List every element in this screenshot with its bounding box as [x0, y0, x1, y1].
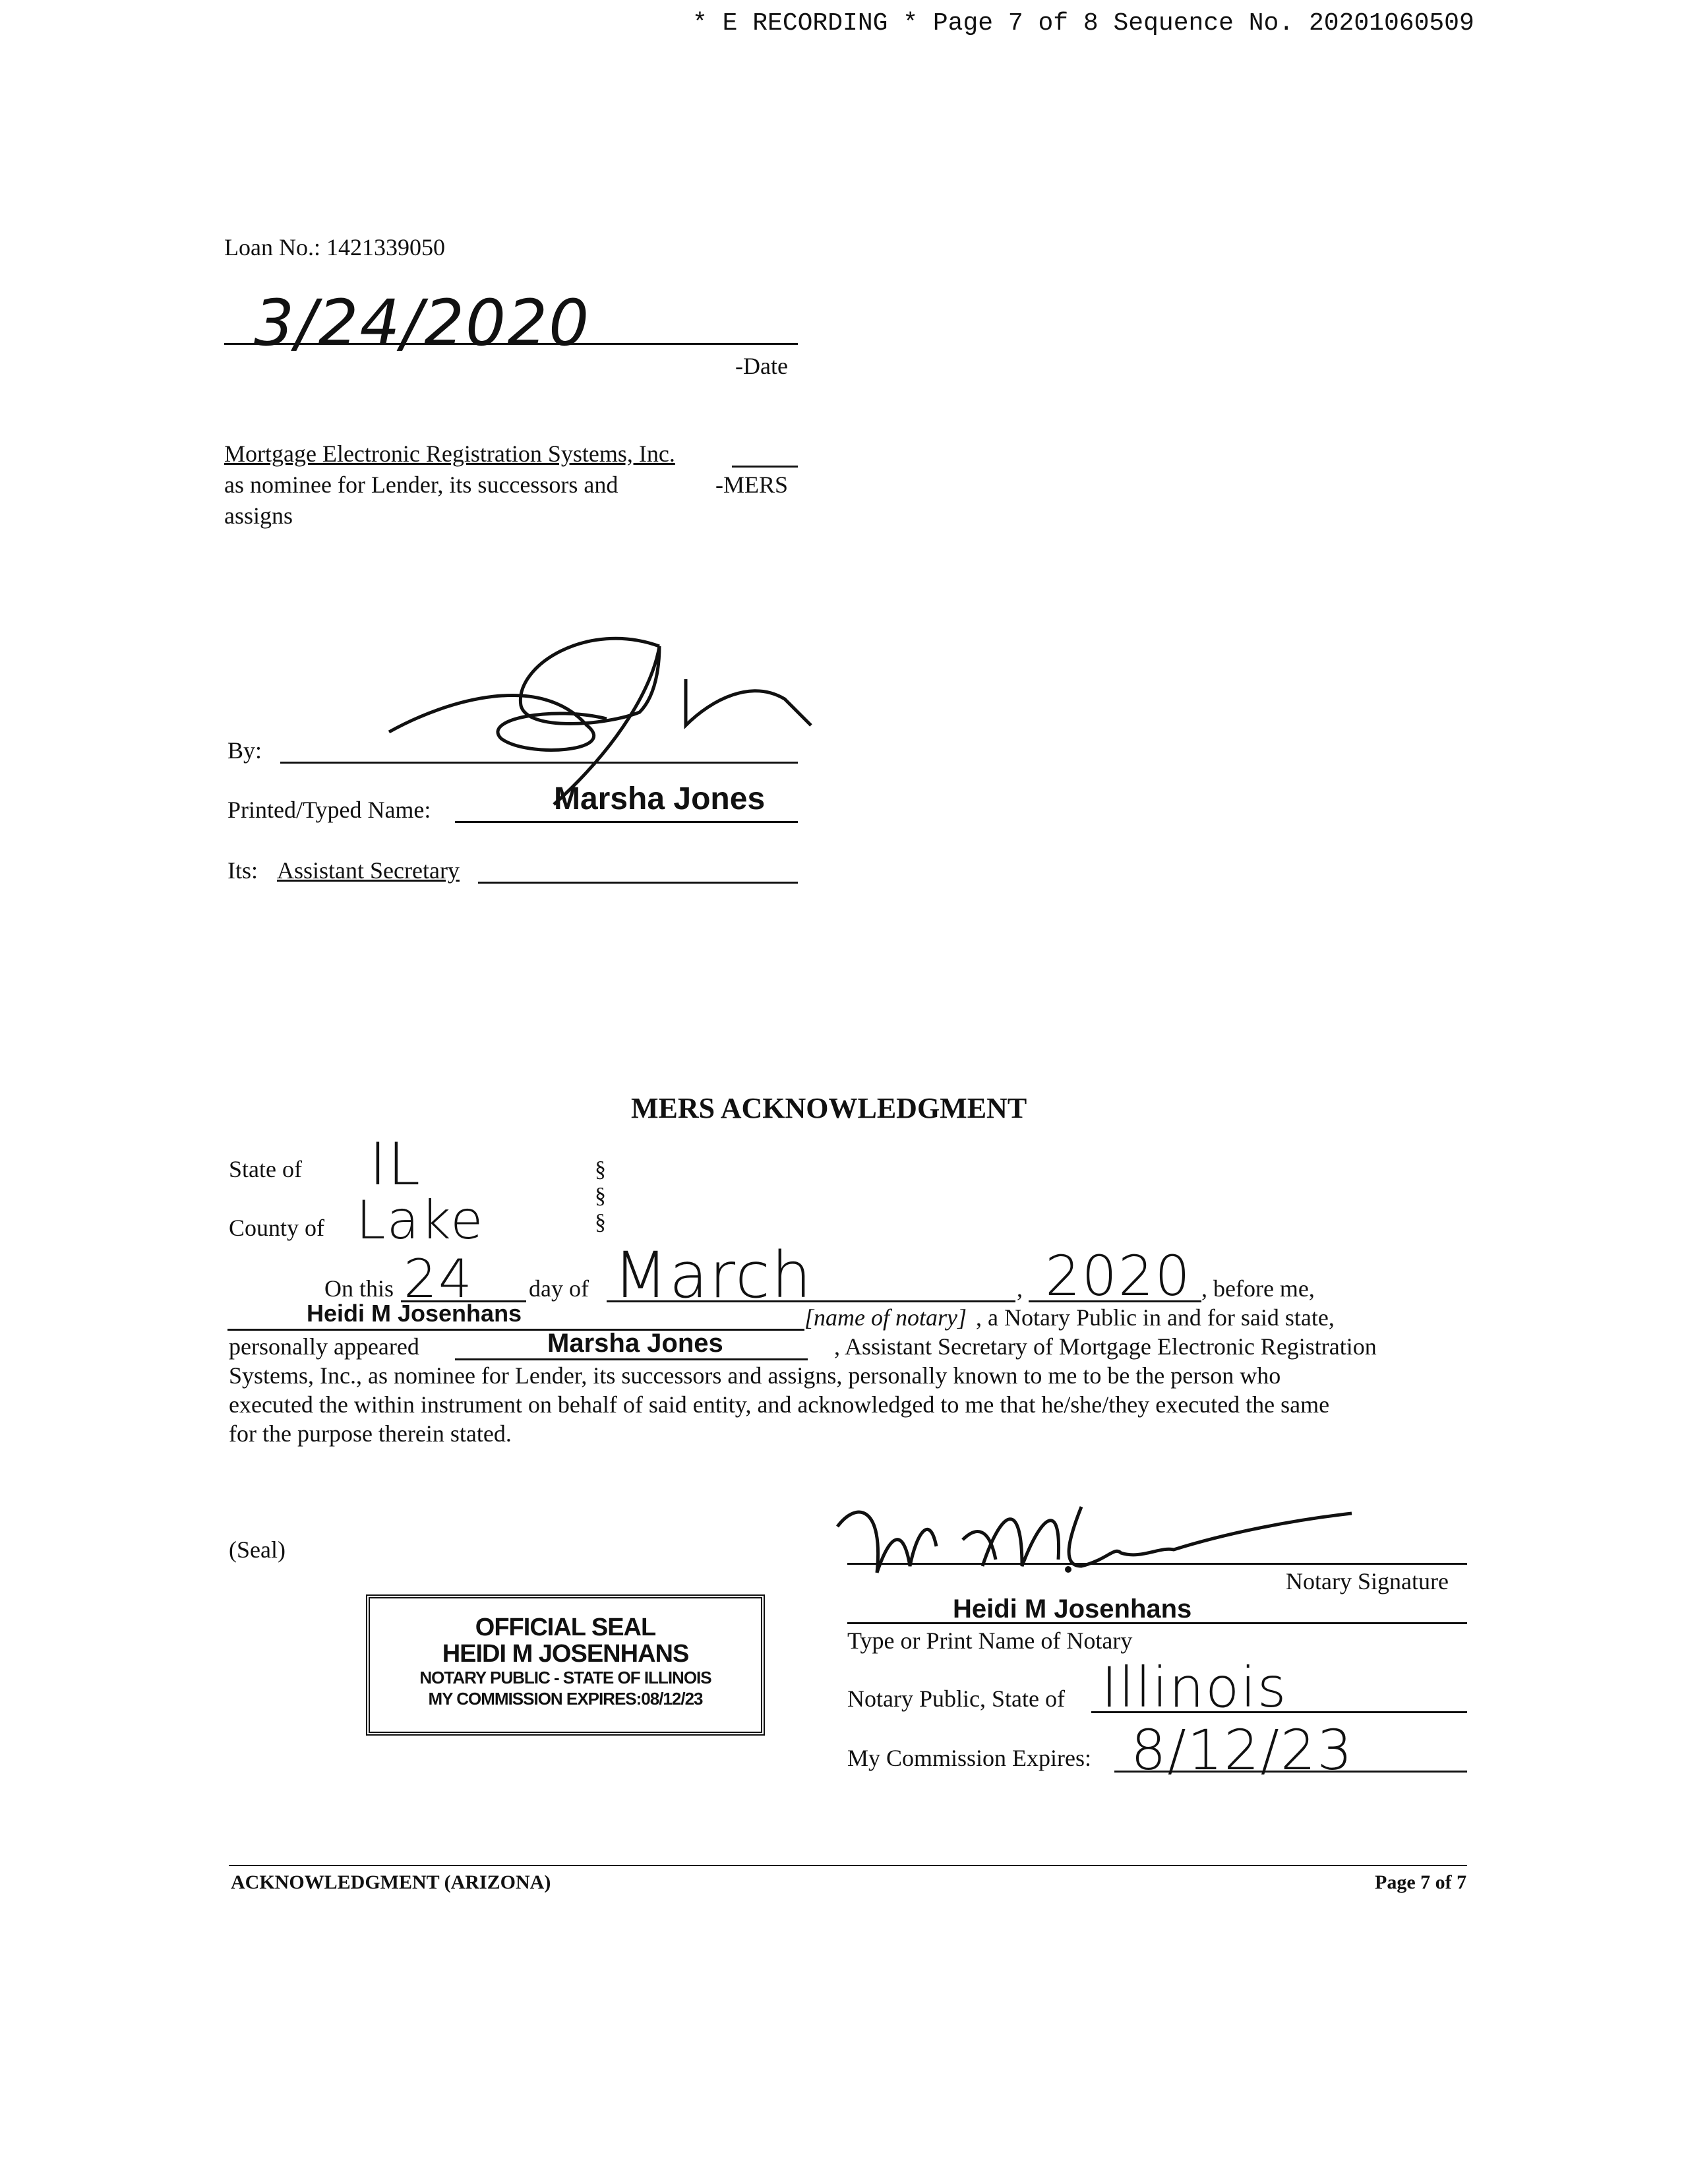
- section-mark-3: §: [595, 1210, 606, 1234]
- date-label: -Date: [735, 353, 788, 379]
- ack-body-line-5: for the purpose therein stated.: [229, 1420, 512, 1447]
- state-value: IL: [369, 1130, 421, 1198]
- acknowledgment-title: MERS ACKNOWLEDGMENT: [631, 1092, 1027, 1124]
- loan-label: Loan No.:: [224, 234, 320, 260]
- footer-rule: [229, 1865, 1467, 1866]
- month-line: [607, 1300, 1015, 1302]
- year-line: [1029, 1300, 1201, 1302]
- official-seal-stamp: [366, 1594, 765, 1736]
- mers-company: Mortgage Electronic Registration Systems, Inc.: [224, 440, 675, 467]
- notary-printed-name: Heidi M Josenhans: [953, 1594, 1192, 1623]
- mers-suffix: -MERS: [715, 471, 789, 498]
- mers-company-line: [732, 466, 798, 468]
- notary-name-written: Heidi M Josenhans: [307, 1300, 522, 1327]
- day-of-label: day of: [529, 1275, 589, 1302]
- notary-state-line: [1091, 1711, 1467, 1713]
- its-value: Assistant Secretary: [277, 857, 460, 884]
- appeared-tail: , Assistant Secretary of Mortgage Electronic Registration: [834, 1333, 1377, 1360]
- notary-signature-drawing: [831, 1487, 1358, 1586]
- date-line: [224, 343, 798, 345]
- month-value: March: [613, 1238, 813, 1312]
- state-label: State of: [229, 1156, 302, 1182]
- ack-body-line-4: executed the within instrument on behalf of said entity, and acknowledged to me that he/she/they executed the same: [229, 1391, 1330, 1418]
- printed-name-line: [455, 821, 798, 823]
- recording-banner: * E RECORDING * Page 7 of 8 Sequence No. 20201060509: [692, 9, 1474, 38]
- name-of-notary-label: [name of notary]: [804, 1304, 967, 1331]
- by-label: By:: [227, 737, 262, 764]
- month-comma: ,: [1017, 1275, 1023, 1302]
- section-mark-1: §: [595, 1157, 606, 1182]
- notary-state-label: Notary Public, State of: [847, 1685, 1065, 1712]
- county-value: Lake: [356, 1190, 485, 1251]
- printed-name-label: Printed/Typed Name:: [227, 797, 431, 823]
- its-label: Its:: [227, 857, 258, 884]
- loan-number: [224, 234, 445, 260]
- seal-line-3: NOTARY PUBLIC - STATE OF ILLINOIS: [419, 1668, 711, 1687]
- notary-signature-label: Notary Signature: [1286, 1568, 1449, 1594]
- day-value: 24: [404, 1248, 473, 1310]
- personally-appeared-label: personally appeared: [229, 1333, 419, 1360]
- notary-tail: , a Notary Public in and for said state,: [976, 1304, 1335, 1331]
- its-line: [478, 882, 798, 884]
- appeared-line: [455, 1358, 808, 1360]
- seal-line-1: OFFICIAL SEAL: [475, 1614, 656, 1641]
- section-mark-2: §: [595, 1184, 606, 1208]
- seal-label: (Seal): [229, 1536, 286, 1563]
- mers-line3: assigns: [224, 502, 293, 529]
- ack-body-line-3: Systems, Inc., as nominee for Lender, its successors and assigns, personally known to me to be the person who: [229, 1362, 1281, 1389]
- notary-signature-line: [847, 1563, 1467, 1565]
- notary-expires-line: [1114, 1771, 1467, 1773]
- notary-expires-value: 8/12/23: [1131, 1718, 1354, 1782]
- footer-right: Page 7 of 7: [1375, 1871, 1467, 1893]
- printed-name-value: Marsha Jones: [554, 781, 766, 816]
- seal-line-4: MY COMMISSION EXPIRES:08/12/23: [428, 1689, 703, 1709]
- notary-expires-label: My Commission Expires:: [847, 1745, 1092, 1771]
- by-line: [280, 762, 798, 764]
- appeared-name: Marsha Jones: [547, 1329, 723, 1358]
- before-me-label: , before me,: [1201, 1275, 1315, 1302]
- notary-name-line-2: [847, 1622, 1467, 1624]
- footer-left: ACKNOWLEDGMENT (ARIZONA): [231, 1871, 551, 1893]
- notary-type-label: Type or Print Name of Notary: [847, 1627, 1133, 1654]
- on-this-label: On this: [324, 1275, 394, 1302]
- notary-state-value: Illinois: [1101, 1655, 1288, 1720]
- seal-line-2: HEIDI M JOSENHANS: [442, 1640, 689, 1668]
- loan-value: 1421339050: [326, 234, 445, 260]
- year-value: 2020: [1045, 1244, 1191, 1308]
- county-label: County of: [229, 1215, 325, 1241]
- mers-line2: as nominee for Lender, its successors and: [224, 471, 618, 498]
- handwritten-date: 3/24/2020: [254, 286, 591, 360]
